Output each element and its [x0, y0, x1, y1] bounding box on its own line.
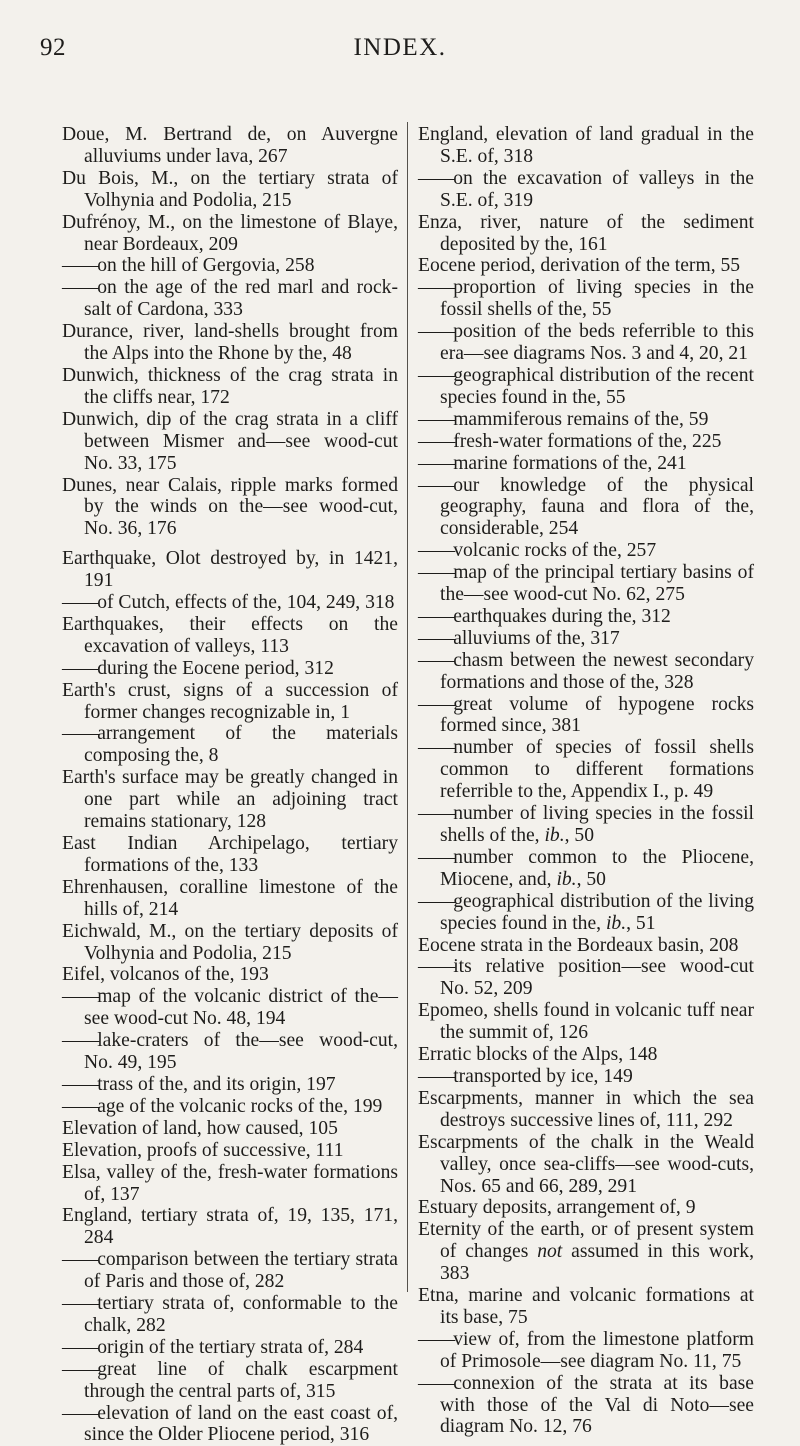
index-entry [418, 1219, 754, 1285]
index-entry: Dufrénoy, M., on the limestone of Blaye, near Bordeaux, 209 [62, 211, 398, 255]
index-entry: Erratic blocks of the Alps, 148 [418, 1044, 658, 1066]
index-entry: England, tertiary strata of, 19, 135, 171, 284 [62, 1205, 398, 1249]
index-entry: Enza, river, nature of the sediment deposited by the, 161 [418, 211, 754, 255]
index-subentry: —— chasm between the newest secondary formations and those of the, 328 [418, 650, 754, 694]
entry-italic: ib. [605, 912, 627, 934]
index-entry: Dunwich, dip of the crag strata in a cliff between Mismer and—see wood-cut No. 33, 175 [62, 408, 398, 474]
entry-italic: not [537, 1241, 563, 1263]
index-entry: Etna, marine and volcanic formations at its base, 75 [418, 1285, 754, 1328]
entry-text: number common to the Pliocene, Miocene, and, [440, 846, 754, 890]
entry-text: assumed in this work, 383 [440, 1241, 754, 1285]
index-subentry: —— marine formations of the, 241 [418, 453, 754, 475]
index-subentry: —— its relative position—see wood-cut No. 52, 209 [418, 956, 754, 1000]
index-subentry: —— tertiary strata of, conformable to the chalk, 282 [62, 1293, 398, 1337]
entry-italic: ib. [544, 825, 565, 846]
index-subentry: —— lake-craters of the—see wood-cut, No. 49, 195 [62, 1030, 398, 1074]
index-entry: Dunwich, thickness of the crag strata in the cliffs near, 172 [62, 364, 398, 408]
page-header [0, 34, 800, 74]
index-subentry: —— geographical distribution of the recent species found in the, 55 [418, 365, 754, 409]
index-subentry: —— alluviums of the, 317 [418, 628, 754, 650]
entry-text: Eternity of the earth, or of present system of changes [418, 1219, 754, 1263]
index-entry: Earth's surface may be greatly changed in one part while an adjoining tract remains stationary, 128 [62, 767, 398, 833]
index-subentry: —— volcanic rocks of the, 257 [418, 540, 754, 562]
index-entry: Du Bois, M., on the tertiary strata of Volhynia and Podolia, 215 [62, 167, 398, 211]
index-entry: Escarpments of the chalk in the Weald valley, once sea-cliffs—see wood-cuts, Nos. 65 and 66, 289, 291 [418, 1131, 754, 1197]
index-subentry: —— on the excavation of valleys in the S.E. of, 319 [418, 168, 754, 212]
running-title: INDEX. [353, 34, 447, 61]
index-entry: Elsa, valley of the, fresh-water formations of, 137 [62, 1161, 398, 1205]
index-entry: Eifel, volcanos of the, 193 [62, 964, 269, 986]
index-subentry: —— great line of chalk escarpment through the central parts of, 315 [62, 1359, 398, 1403]
entry-text: , 50 [576, 868, 606, 890]
index-subentry: —— number of species of fossil shells common to different formations referrible to the, Appendix I., p. 49 [418, 737, 754, 803]
index-subentry: —— position of the beds referrible to this era—see diagrams Nos. 3 and 4, 20, 21 [418, 321, 754, 365]
index-subentry: —— map of the principal tertiary basins of the—see wood-cut No. 62, 275 [418, 562, 754, 606]
entry-italic: ib. [556, 868, 577, 890]
index-subentry: —— origin of the tertiary strata of, 284 [62, 1337, 398, 1359]
index-subentry: —— of Cutch, effects of the, 104, 249, 318 [62, 592, 398, 614]
index-subentry: —— fresh-water formations of the, 225 [418, 431, 754, 453]
index-entry: Earthquakes, their effects on the excavation of valleys, 113 [62, 613, 398, 657]
index-subentry: —— on the hill of Gergovia, 258 [62, 255, 398, 277]
index-subentry: —— age of the volcanic rocks of the, 199 [62, 1096, 398, 1118]
page-number: 92 [40, 34, 66, 61]
entry-text: number of living species in the fossil shells of the, [440, 803, 754, 846]
entry-text: geographical distribution of the living species found in the, [440, 890, 754, 934]
index-column-left [62, 124, 398, 1446]
entry-text: , 51 [626, 912, 656, 934]
index-subentry [418, 891, 754, 935]
index-entry: England, elevation of land gradual in the S.E. of, 318 [418, 124, 754, 167]
index-entry: Eichwald, M., on the tertiary deposits of Volhynia and Podolia, 215 [62, 920, 398, 964]
index-entry: Escarpments, manner in which the sea destroys successive lines of, 111, 292 [418, 1087, 754, 1131]
index-entry: Eocene strata in the Bordeaux basin, 208 [418, 934, 739, 956]
index-subentry: —— our knowledge of the physical geography, fauna and flora of the, considerable, 254 [418, 475, 754, 541]
index-subentry: —— trass of the, and its origin, 197 [62, 1074, 398, 1096]
index-entry: East Indian Archipelago, tertiary formations of the, 133 [62, 833, 398, 876]
index-subentry: —— during the Eocene period, 312 [62, 658, 398, 680]
index-entry: Ehrenhausen, coralline limestone of the hills of, 214 [62, 876, 398, 920]
index-subentry [418, 803, 754, 847]
entry-text: , 50 [564, 825, 595, 846]
index-subentry: —— transported by ice, 149 [418, 1066, 754, 1088]
index-subentry: —— arrangement of the materials composing the, 8 [62, 723, 398, 767]
index-subentry: —— mammiferous remains of the, 59 [418, 409, 754, 431]
index-subentry: —— proportion of living species in the fossil shells of the, 55 [418, 277, 754, 321]
index-subentry [418, 847, 754, 891]
index-subentry: —— view of, from the limestone platform of Primosole—see diagram No. 11, 75 [418, 1329, 754, 1373]
index-subentry: —— connexion of the strata at its base with those of the Val di Noto—see diagram No. 12, 76 [418, 1373, 754, 1439]
index-subentry: —— elevation of land on the east coast of, since the Older Pliocene period, 316 [62, 1403, 398, 1446]
index-entry: Dunes, near Calais, ripple marks formed by the winds on the—see wood-cut, No. 36, 176 [62, 474, 398, 540]
column-divider [407, 122, 408, 1292]
index-entry: Doue, M. Bertrand de, on Auvergne alluviums under lava, 267 [62, 124, 398, 167]
index-entry: Earth's crust, signs of a succession of former changes recognizable in, 1 [62, 679, 398, 723]
index-entry: Estuary deposits, arrangement of, 9 [418, 1197, 696, 1219]
index-entry: Durance, river, land-shells brought from the Alps into the Rhone by the, 48 [62, 321, 398, 365]
index-entry: Elevation, proofs of successive, 111 [62, 1139, 344, 1161]
index-subentry: —— great volume of hypogene rocks formed since, 381 [418, 694, 754, 738]
index-subentry: —— comparison between the tertiary strata of Paris and those of, 282 [62, 1249, 398, 1293]
index-entry: Epomeo, shells found in volcanic tuff near the summit of, 126 [418, 1000, 754, 1044]
index-entry: Elevation of land, how caused, 105 [62, 1117, 338, 1139]
index-subentry: —— earthquakes during the, 312 [418, 606, 754, 628]
index-entry: Earthquake, Olot destroyed by, in 1421, 191 [62, 548, 398, 592]
index-entry: Eocene period, derivation of the term, 55 [418, 255, 741, 277]
index-subentry: —— map of the volcanic district of the—see wood-cut No. 48, 194 [62, 986, 398, 1030]
index-column-right [418, 124, 754, 1438]
index-subentry: —— on the age of the red marl and rock-salt of Cardona, 333 [62, 277, 398, 321]
